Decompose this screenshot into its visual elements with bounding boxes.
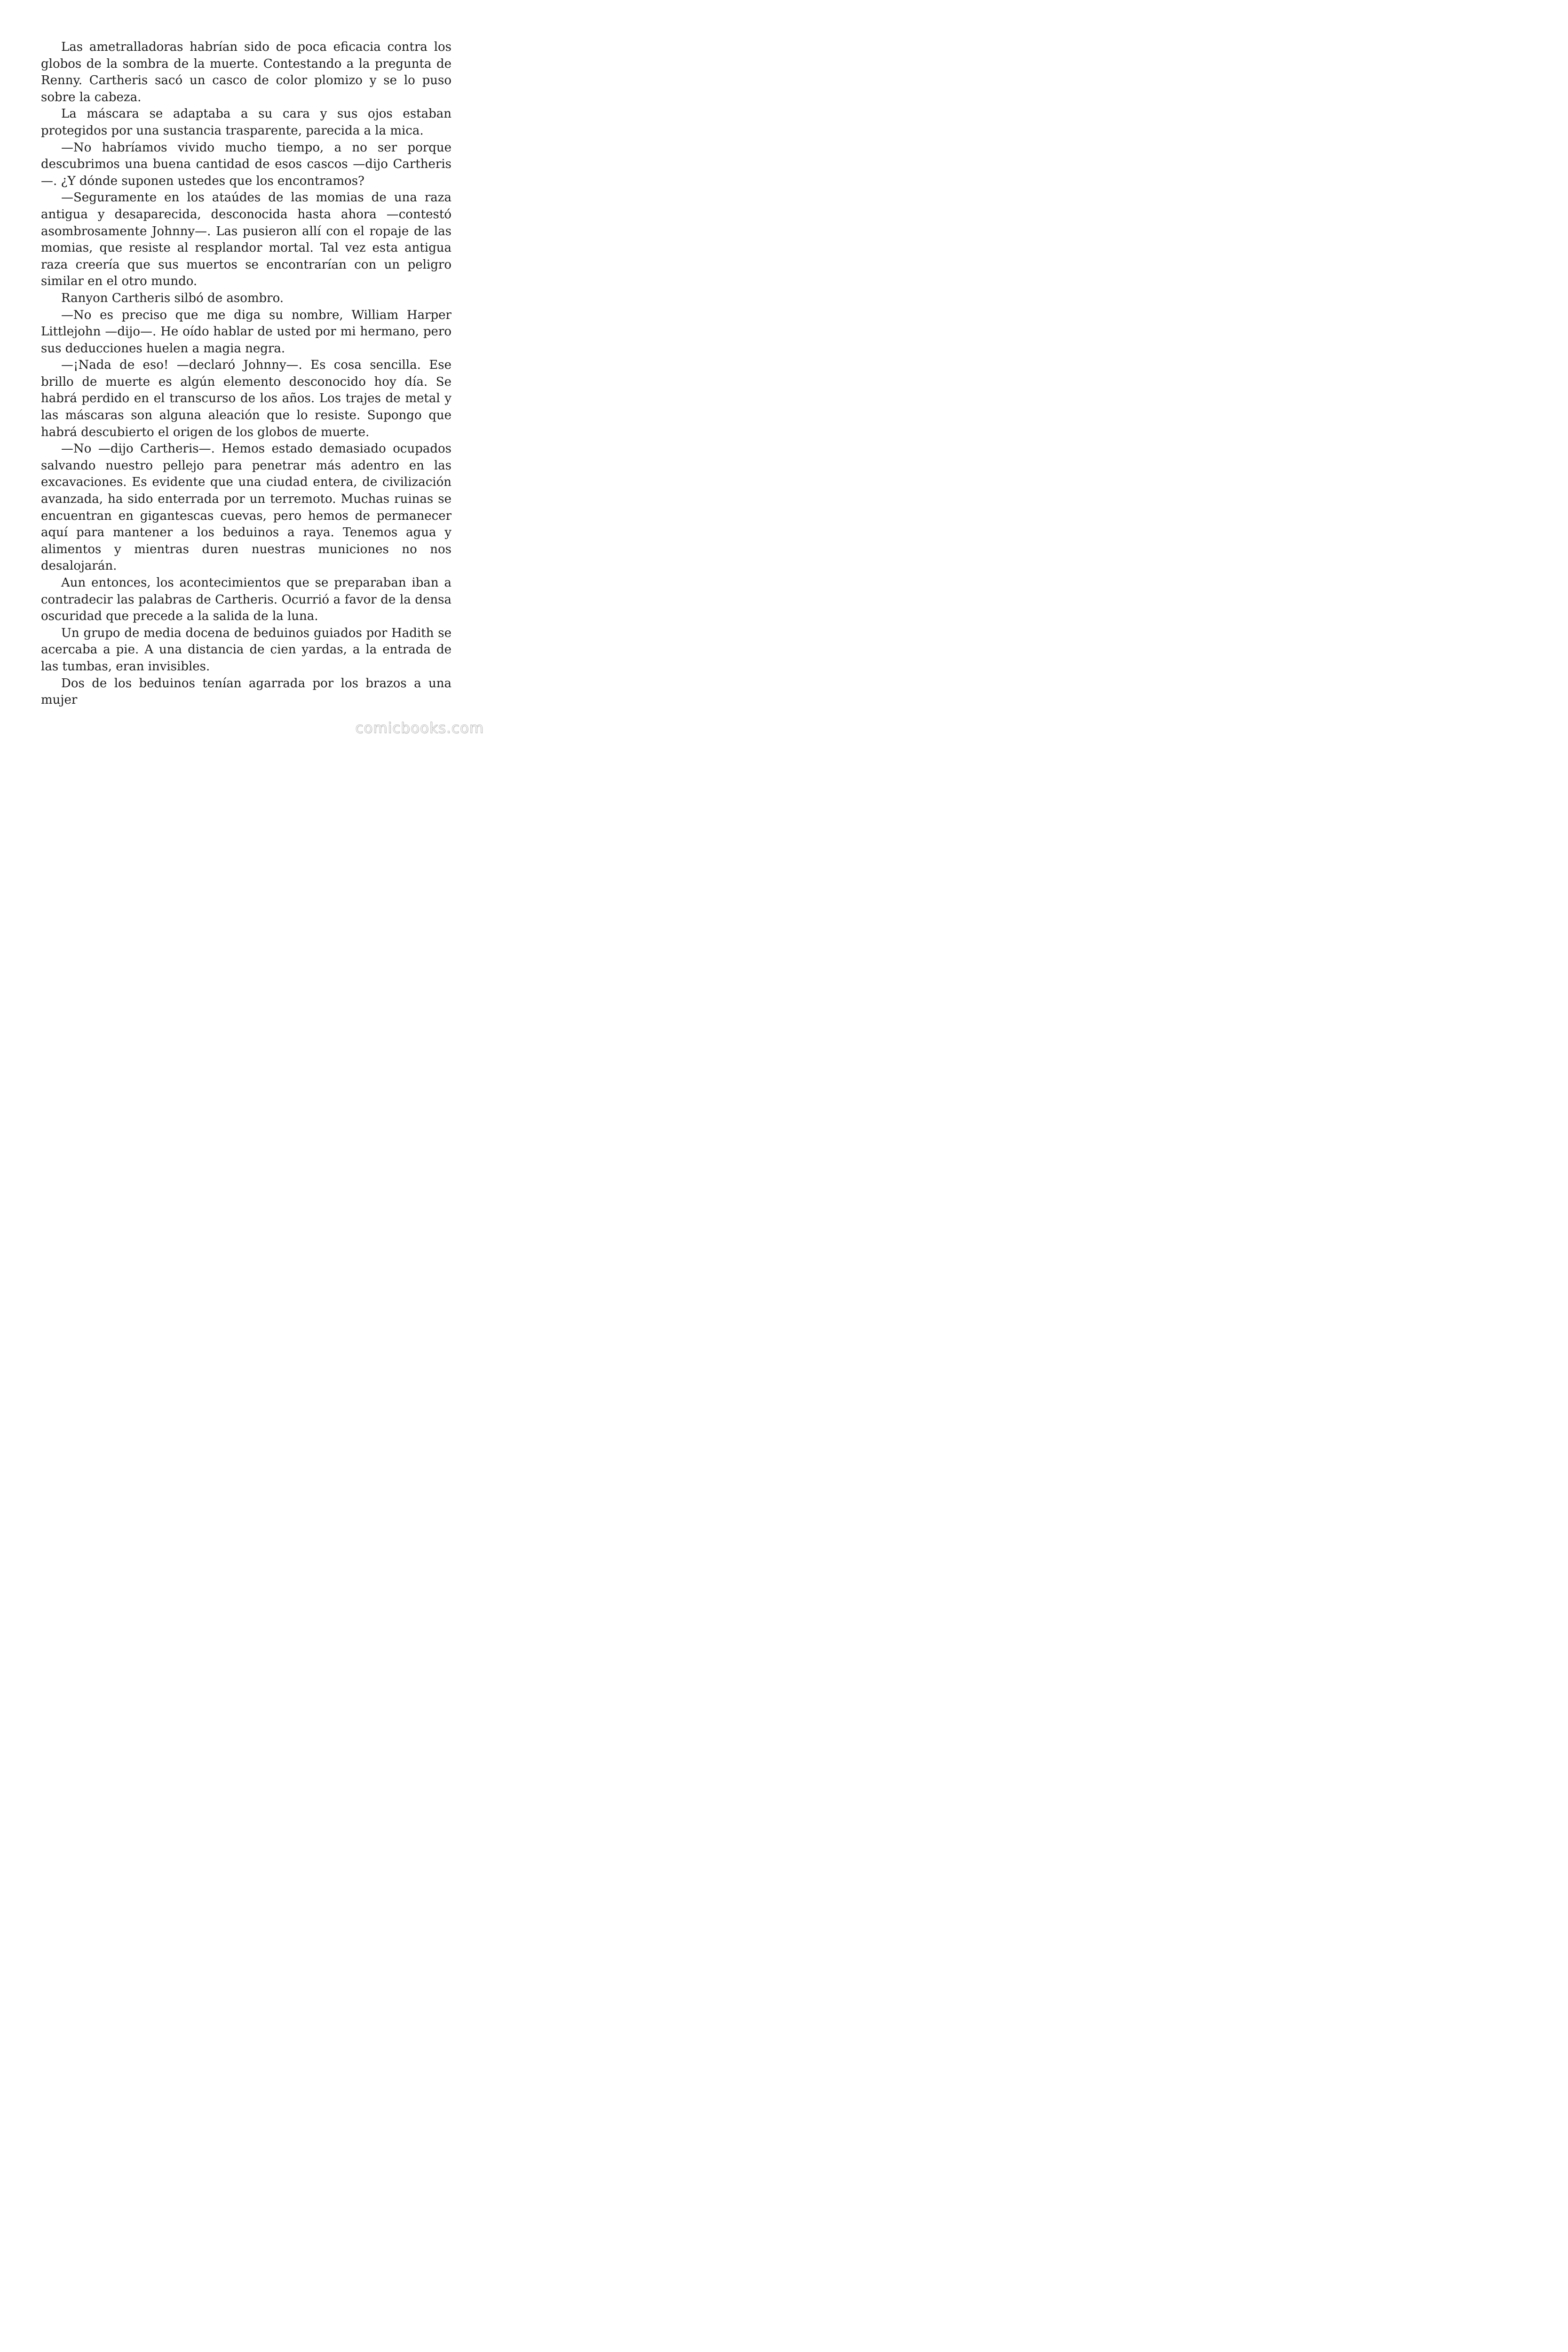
- paragraph: La máscara se adaptaba a su cara y sus ojos estaban protegidos por una sustancia trasparente, parecida a la mica.: [41, 107, 451, 138]
- paragraph: —Seguramente en los ataúdes de las momias de una raza antigua y desaparecida, desconocida hasta ahora —contestó asombrosamente Johnny—. Las pusieron allí con el ropaje de las momias, que resiste al resplandor mortal. Tal vez esta antigua raza creería que sus muertos se encontrarían con un peligro similar en el otro mundo.: [41, 191, 451, 289]
- paragraph: —No —dijo Cartheris—. Hemos estado demasiado ocupados salvando nuestro pellejo para penetrar más adentro en las excavaciones. Es evidente que una ciudad entera, de civilización avanzada, ha sido enterrada por un terremoto. Muchas ruinas se encuentran en gigantescas cuevas, pero hemos de permanecer aquí para mantener a los beduinos a raya. Tenemos agua y alimentos y mientras duren nuestras municiones no nos desalojarán.: [41, 442, 451, 573]
- paragraph: Dos de los beduinos tenían agarrada por los brazos a una mujer: [41, 676, 451, 707]
- paragraph: —No habríamos vivido mucho tiempo, a no ser porque descubrimos una buena cantidad de esos cascos —dijo Cartheris—. ¿Y dónde suponen ustedes que los encontramos?: [41, 140, 451, 188]
- paragraph: —¡Nada de eso! —declaró Johnny—. Es cosa sencilla. Ese brillo de muerte es algún elemento desconocido hoy día. Se habrá perdido en el transcurso de los años. Los trajes de metal y las máscaras son alguna aleación que lo resiste. Supongo que habrá descubierto el origen de los globos de muerte.: [41, 358, 451, 439]
- page-body-text: [41, 39, 451, 709]
- site-watermark: comicbooks.com: [355, 720, 484, 737]
- paragraph: Ranyon Cartheris silbó de asombro.: [61, 291, 284, 305]
- paragraph: Las ametralladoras habrían sido de poca eficacia contra los globos de la sombra de la muerte. Contestando a la pregunta de Renny. Cartheris sacó un casco de color plomizo y se lo puso sobre la cabeza.: [41, 40, 451, 104]
- paragraph: Un grupo de media docena de beduinos guiados por Hadith se acercaba a pie. A una distancia de cien yardas, a la entrada de las tumbas, eran invisibles.: [41, 626, 451, 674]
- paragraph: —No es preciso que me diga su nombre, William Harper Littlejohn —dijo—. He oído hablar de usted por mi hermano, pero sus deducciones huelen a magia negra.: [41, 308, 451, 356]
- paragraph: Aun entonces, los acontecimientos que se preparaban iban a contradecir las palabras de Cartheris. Ocurrió a favor de la densa oscuridad que precede a la salida de la luna.: [41, 576, 451, 624]
